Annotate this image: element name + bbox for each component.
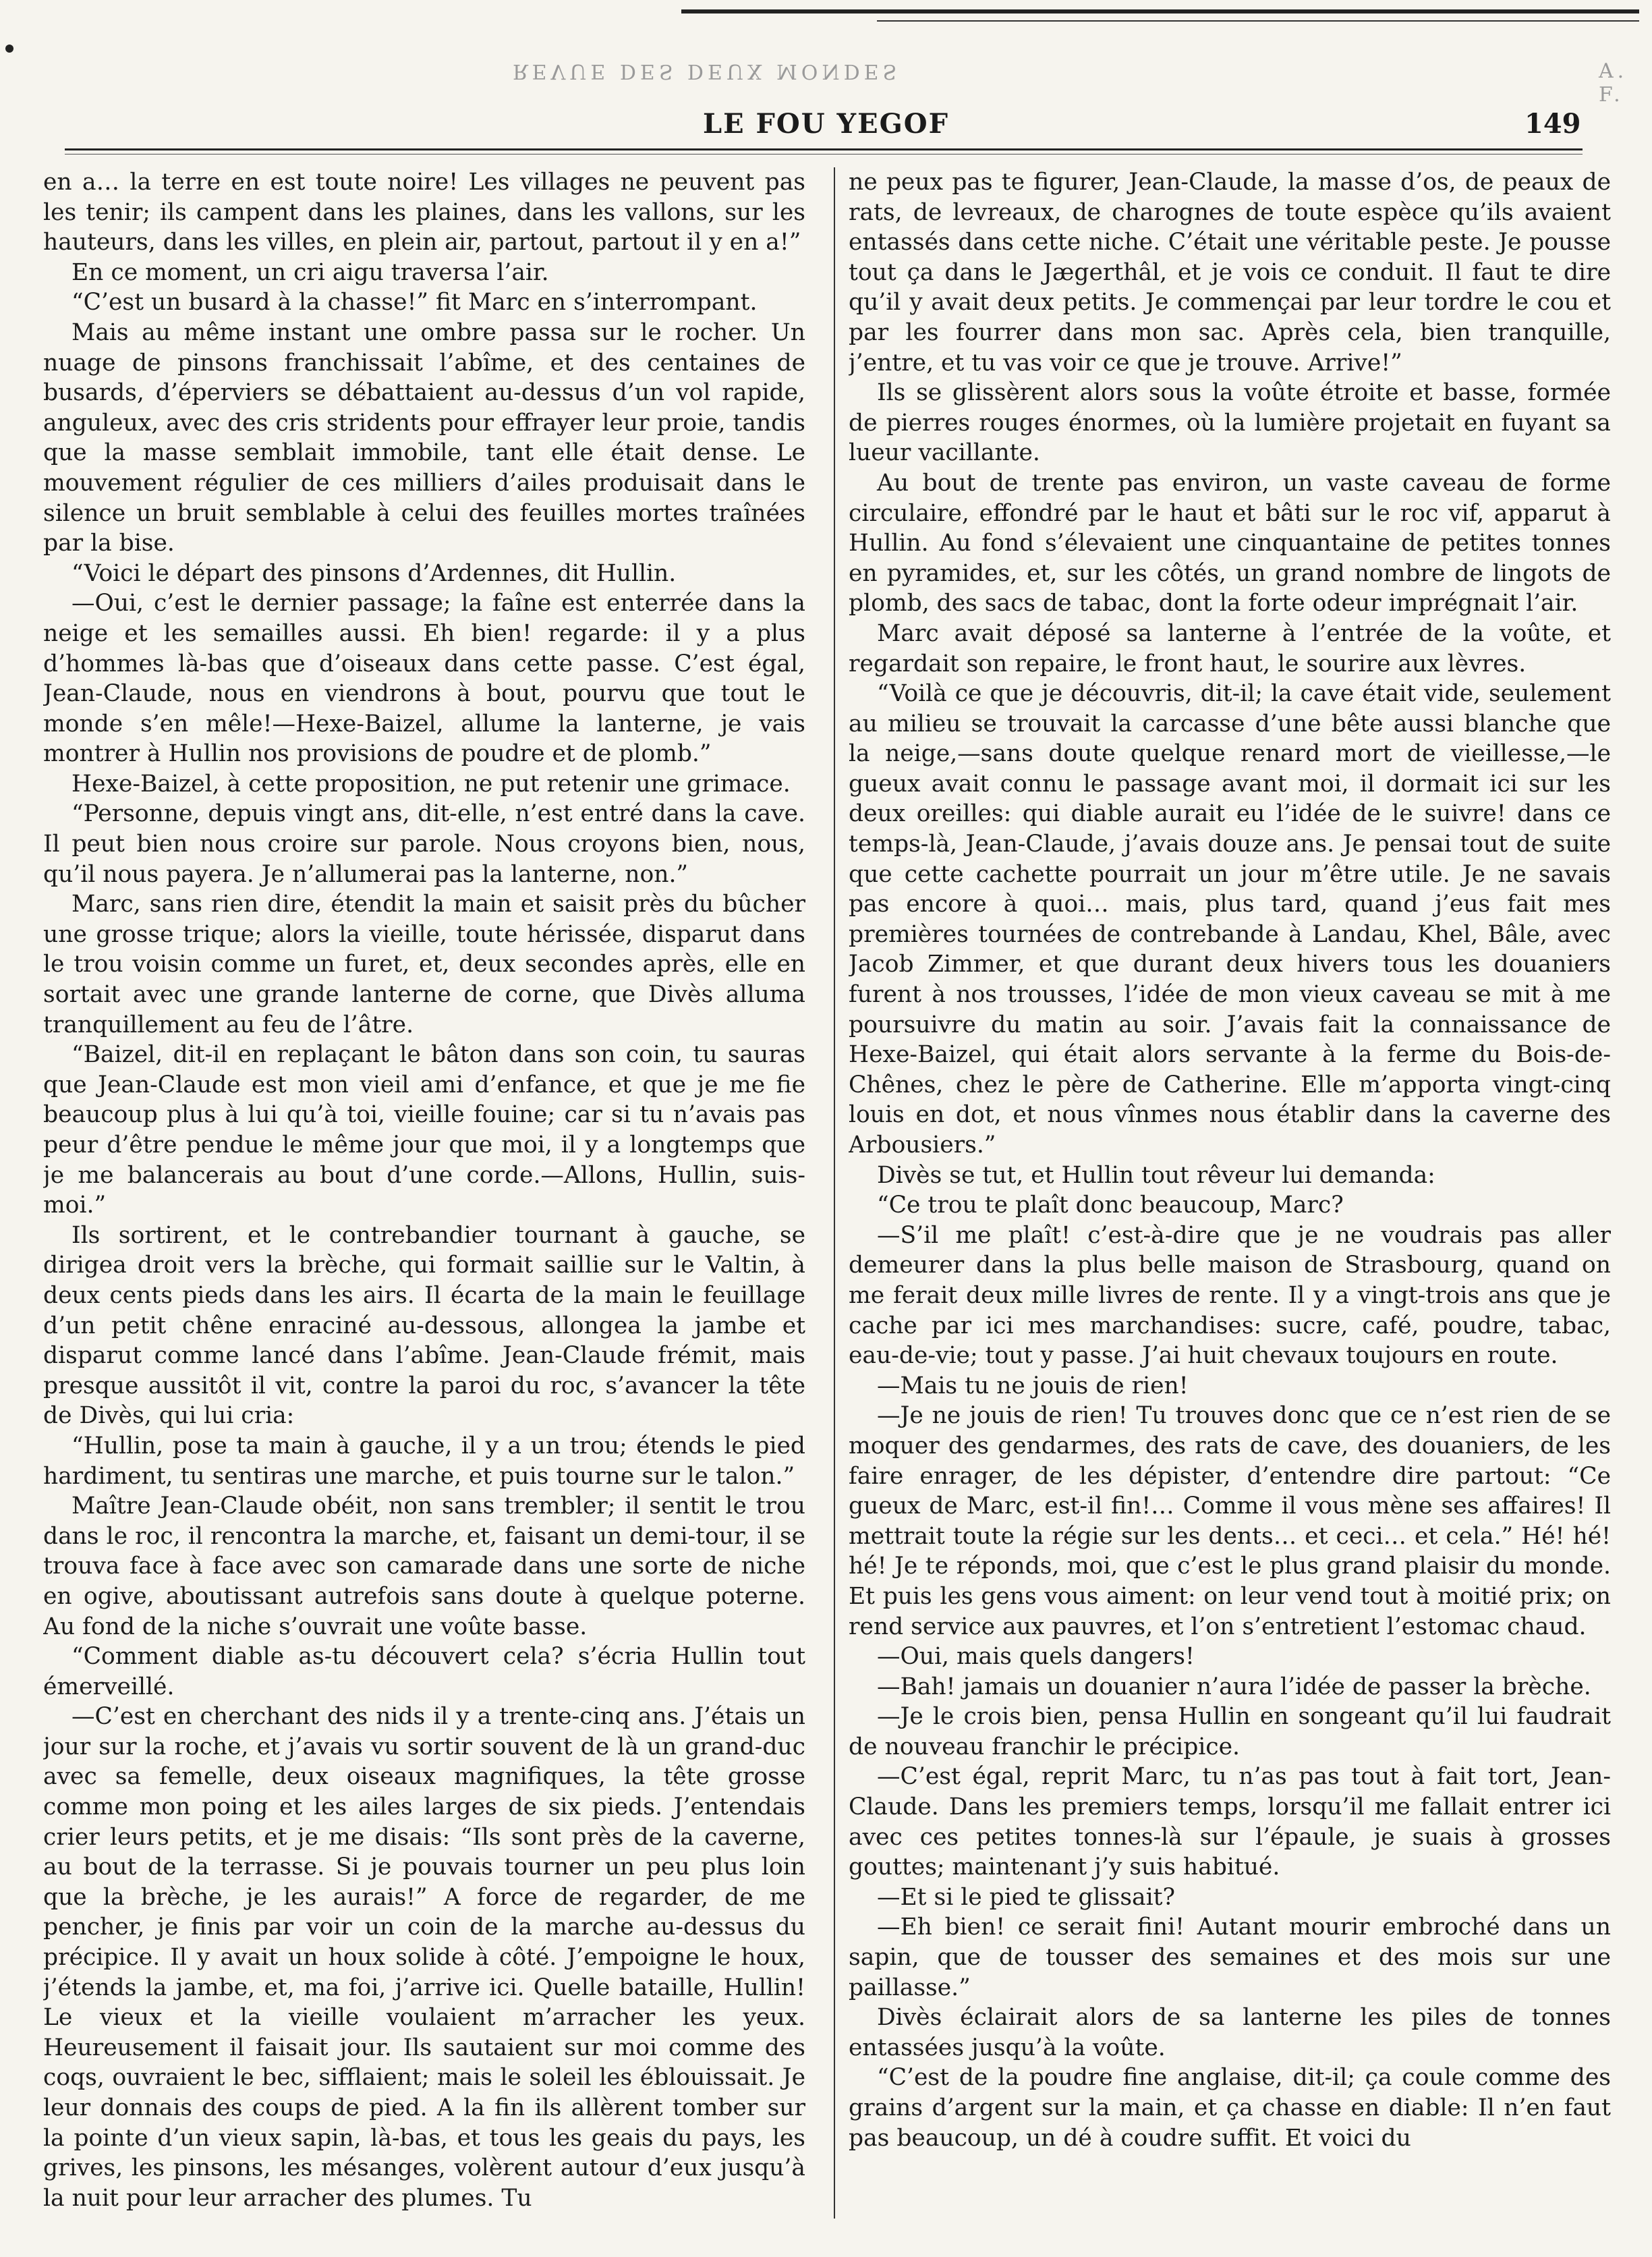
- paragraph: Marc avait déposé sa lanterne à l’entrée de la voûte, et regardait son repaire, le front haut, le sourire aux lèvres.: [849, 619, 1611, 677]
- column-divider: [834, 167, 835, 2219]
- left-column: [43, 167, 805, 2232]
- paragraph: Ils sortirent, et le contrebandier tournant à gauche, se dirigea droit vers la brèche, qui formait saillie sur le Valtin, à deux cents pieds dans les airs. Il écarta de la main le feuillage d’un petit chêne enraciné au-dessous, allongea la jambe et disparut comme lancé dans l’abîme. Jean-Claude frémit, mais presque aussitôt il vit, contre la paroi du roc, s’avancer la tête de Divès, qui lui cria:: [43, 1221, 805, 1430]
- paragraph: ne peux pas te figurer, Jean-Claude, la masse d’os, de peaux de rats, de levreaux, de charognes de toute espèce qu’ils avaient entassés dans cette niche. C’était une véritable peste. Je pousse tout ça dans le Jægerthâl, et je vois ce conduit. Il faut te dire qu’il y avait deux petits. Je commençai par leur tordre le cou et par les fourrer dans mon sac. Après cela, bien tranquille, j’entre, et tu vas voir ce que je trouve. Arrive!”: [849, 169, 1611, 377]
- paragraph: “C’est un busard à la chasse!” fit Marc en s’interrompant.: [72, 289, 758, 316]
- paragraph: —Bah! jamais un douanier n’aura l’idée de passer la brèche.: [877, 1673, 1591, 1700]
- paragraph: Marc, sans rien dire, étendit la main et saisit près du bûcher une grosse trique; alors la vieille, toute hérissée, disparut dans le trou voisin comme un furet, et, deux secondes après, elle en sortait avec une grande lanterne de corne, que Divès alluma tranquillement au feu de l’âtre.: [43, 891, 805, 1038]
- paragraph: “Comment diable as-tu découvert cela? s’écria Hullin tout émerveillé.: [43, 1643, 805, 1700]
- paragraph: “Personne, depuis vingt ans, dit-elle, n’est entré dans la cave. Il peut bien nous croire sur parole. Nous croyons bien, nous, qu’il nous payera. Je n’allumerai pas la lanterne, non.”: [43, 800, 805, 888]
- paragraph: —S’il me plaît! c’est-à-dire que je ne voudrais pas aller demeurer dans la plus belle maison de Strasbourg, quand on me ferait deux mille livres de rente. Il y a vingt-trois ans que je cache par ici mes marchandises: sucre, café, poudre, tabac, eau-de-vie; tout y passe. J’ai huit chevaux toujours en route.: [849, 1221, 1611, 1370]
- paragraph: “Hullin, pose ta main à gauche, il y a un trou; étends le pied hardiment, tu sentiras une marche, et puis tourne sur le talon.”: [43, 1432, 805, 1490]
- paragraph: Ils se glissèrent alors sous la voûte étroite et basse, formée de pierres rouges énormes, où la lumière projetait en fuyant sa lueur vacillante.: [849, 379, 1611, 467]
- paragraph: —Je le crois bien, pensa Hullin en songeant qu’il lui faudrait de nouveau franchir le précipice.: [849, 1703, 1611, 1760]
- show-through-text-right: A. F.: [1599, 59, 1628, 107]
- paragraph: —C’est en cherchant des nids il y a trente-cinq ans. J’étais un jour sur la roche, et j’avais vu sortir souvent de là un grand-duc avec sa femelle, deux oiseaux magnifiques, la tête grosse comme mon poing et les ailes larges de six pieds. J’entendais crier leurs petits, et je me disais: “Ils sont près de la caverne, au bout de la terrasse. Si je pouvais tourner un peu plus loin que la brèche, je les aurais!” A force de regarder, de me pencher, je finis par voir un coin de la marche au-dessus du précipice. Il y avait un houx solide à côté. J’empoigne le houx, j’étends la jambe, et, ma foi, j’arrive ici. Quelle bataille, Hullin! Le vieux et la vieille voulaient m’arracher les yeux. Heureusement il faisait jour. Ils sautaient sur moi comme des coqs, ouvraient le bec, sifflaient; mais le soleil les éblouissait. Je leur donnais des coups de pied. A la fin ils allèrent tomber sur la pointe d’un vieux sapin, là-bas, et tous les geais du pays, les grives, les pinsons, les mésanges, volèrent autour d’eux jusqu’à la nuit pour leur arracher des plumes. Tu: [43, 1703, 805, 2212]
- paragraph: “Ce trou te plaît donc beaucoup, Marc?: [877, 1192, 1344, 1219]
- paragraph: —Oui, c’est le dernier passage; la faîne est enterrée dans la neige et les semailles aussi. Eh bien! regarde: il y a plus d’hommes là-bas que d’oiseaux dans cette passe. C’est égal, Jean-Claude, nous en viendrons à bout, pourvu que tout le monde s’en mêle!—Hexe-Baizel, allume la lanterne, je vais montrer à Hullin nos provisions de poudre et de plomb.”: [43, 590, 805, 768]
- paragraph: —Eh bien! ce serait fini! Autant mourir embroché dans un sapin, que de tousser des semaines et des mois sur une paillasse.”: [849, 1914, 1611, 2001]
- paragraph: —Et si le pied te glissait?: [877, 1883, 1175, 1911]
- paragraph: En ce moment, un cri aigu traversa l’air.: [72, 258, 549, 286]
- page-number: 149: [1525, 108, 1581, 140]
- header-rule-thin: [65, 154, 1583, 155]
- paragraph: “Baizel, dit-il en replaçant le bâton dans son coin, tu sauras que Jean-Claude est mon vieil ami d’enfance, et que je me fie beaucoup plus à lui qu’à toi, vieille fouine; car si tu n’avais pas peur d’être pendue le même jour que moi, il y a longtemps que je me balancerais au bout d’une corde.—Allons, Hullin, suis-moi.”: [43, 1041, 805, 1219]
- paragraph: en a… la terre en est toute noire! Les villages ne peuvent pas les tenir; ils campent dans les plaines, dans les vallons, sur les hauteurs, dans les villes, en plein air, partout, partout il y en a!”: [43, 169, 805, 256]
- paragraph: “Voici le départ des pinsons d’Ardennes, dit Hullin.: [72, 559, 677, 587]
- top-border-rule-thin: [877, 20, 1639, 22]
- show-through-text: REVUE DES DEUX MONDES: [513, 59, 901, 83]
- paragraph: “C’est de la poudre fine anglaise, dit-il; ça coule comme des grains d’argent sur la main, et ça chasse en diable: Il n’en faut pas beaucoup, un dé à coudre suffit. Et voici du: [849, 2064, 1611, 2152]
- paragraph: Au bout de trente pas environ, un vaste caveau de forme circulaire, effondré par le haut et bâti sur le roc vif, apparut à Hullin. Au fond s’élevaient une cinquantaine de petites tonnes en pyramides, et, sur les côtés, un grand nombre de lingots de plomb, des sacs de tabac, dont la forte odeur imprégnait l’air.: [849, 469, 1611, 617]
- paragraph: Divès éclairait alors de sa lanterne les piles de tonnes entassées jusqu’à la voûte.: [849, 2004, 1611, 2061]
- paragraph: —Je ne jouis de rien! Tu trouves donc que ce n’est rien de se moquer des gendarmes, des rats de cave, des douaniers, de les faire enrager, de les dépister, d’entendre dire partout: “Ce gueux de Marc, est-il fin!… Comme il vous mène ses affaires! Il mettrait toute la régie sur les dents… et ceci… et cela.” Hé! hé! hé! Je te réponds, moi, que c’est le plus grand plaisir du monde. Et puis les gens vous aiment: on leur vend tout à moitié prix; on rend service aux pauvres, et l’on s’entretient l’estomac chaud.: [849, 1402, 1611, 1640]
- paragraph: “Voilà ce que je découvris, dit-il; la cave était vide, seulement au milieu se trouvait la carcasse d’une bête aussi blanche que la neige,—sans doute quelque renard mort de vieillesse,—le gueux avait connu le passage avant moi, il dormait ici sur les deux oreilles: qui diable aurait eu l’idée de le suivre! dans ce temps-là, Jean-Claude, j’avais douze ans. Je pensai tout de suite que cette cachette pourrait un jour m’être utile. Je ne savais pas encore à quoi… mais, plus tard, quand j’eus fait mes premières tournées de contrebande à Landau, Khel, Bâle, avec Jacob Zimmer, et que durant deux hivers tous les douaniers furent à nos trousses, l’idée de mon vieux caveau se mit à me poursuivre du matin au soir. J’avais fait la connaissance de Hexe-Baizel, qui était alors servante à la ferme du Bois-de-Chênes, chez le père de Catherine. Elle m’apporta vingt-cinq louis en dot, et nous vînmes nous établir dans la caverne des Arbousiers.”: [849, 680, 1611, 1159]
- ink-speck: [5, 45, 13, 53]
- right-column: [849, 167, 1611, 2232]
- top-border-rule: [681, 9, 1639, 13]
- running-title: LE FOU YEGOF: [702, 108, 950, 140]
- header-rule: [65, 148, 1583, 150]
- paragraph: Divès se tut, et Hullin tout rêveur lui demanda:: [877, 1161, 1435, 1189]
- paragraph: Maître Jean-Claude obéit, non sans trembler; il sentit le trou dans le roc, il rencontra la marche, et, faisant un demi-tour, il se trouva face à face avec son camarade dans une sorte de niche en ogive, aboutissant autrefois sans doute à quelque poterne. Au fond de la niche s’ouvrait une voûte basse.: [43, 1493, 805, 1640]
- paragraph: Hexe-Baizel, à cette proposition, ne put retenir une grimace.: [72, 770, 791, 798]
- paragraph: Mais au même instant une ombre passa sur le rocher. Un nuage de pinsons franchissait l’abîme, et des centaines de busards, d’éperviers se débattaient au-dessus d’un vol rapide, anguleux, avec des cris stridents pour effrayer leur proie, tandis que la masse semblait immobile, tant elle était dense. Le mouvement régulier de ces milliers d’ailes produisait dans le silence un bruit semblable à celui des feuilles mortes traînées par la bise.: [43, 318, 805, 557]
- paragraph: —C’est égal, reprit Marc, tu n’as pas tout à fait tort, Jean-Claude. Dans les premiers temps, lorsqu’il me fallait entrer ici avec ces petites tonnes-là sur l’épaule, je suais à grosses gouttes; maintenant j’y suis habitué.: [849, 1763, 1611, 1881]
- paragraph: —Oui, mais quels dangers!: [877, 1643, 1195, 1671]
- paragraph: —Mais tu ne jouis de rien!: [877, 1372, 1189, 1399]
